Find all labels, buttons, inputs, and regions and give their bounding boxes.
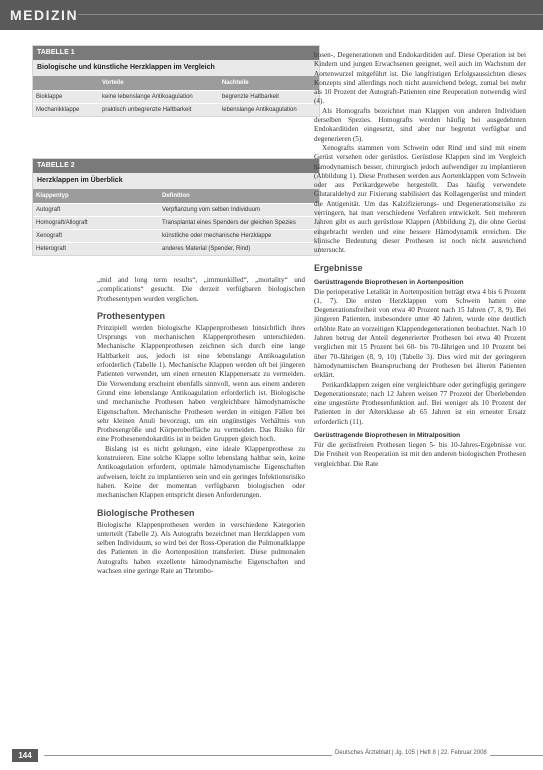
section-heading: Prothesentypen [97,310,166,321]
table-1 [33,76,319,116]
section-heading: Biologische Prothesen [97,507,195,518]
right-column [314,51,526,469]
left-column [97,276,305,576]
table-cell: Autograft [33,204,159,217]
table-header-row [33,76,319,91]
page-number: 144 [12,749,38,762]
table-cell: anderes Material (Spender, Rind) [159,243,319,256]
table-cell: lebenslange Antikoagulation [219,104,319,117]
section-heading: Ergebnisse [314,262,363,273]
table-header-cell: Nachteile [219,76,319,91]
paragraph: Perikardklappen zeigen eine vergleichbare oder geringfügig geringere Degenerationsrate; nach 12 Jahren weisen 77 Prozent der Überlebenden eine ungestörte Prothesenfunktion auf. Bei weniger als 10 Prozent der Patienten in der Altersklasse ab 65 Jahren ist ein erneuter Ersatz erforderlich (11). [314,380,526,426]
page-footer [0,744,543,768]
table-cell: Heterograft [33,243,159,256]
table-row [33,243,319,256]
header-rule [78,14,543,15]
table-cell: Bioklappe [33,91,99,104]
table-1-tag: TABELLE 1 [33,46,319,60]
table-cell: Transplantat eines Spenders der gleichen Spezies [159,217,319,230]
paragraph: Biologische Klappenprothesen werden in verschiedene Kategorien unterteilt (Tabelle 2). Als Autografts bezeichnet man Herzklappen vom selben Individuum, so wird bei der Ross-Operation die Pulmonalklappe des Patienten in die Aortenposition transferiert. Diese pulmonalen Autografts haben exzellente hämodynamische Eigenschaften und wachsen eine geringe Rate an Thrombo- [97,520,305,576]
paragraph: Bislang ist es nicht gelungen, eine ideale Klappenprothese zu konstruieren. Eine solche Klappe sollte lebenslang haltbar sein, keine Antikoagulation erfordern, optimale hämodynamische Eigenschaften aufweisen, leicht zu implantieren sein und ein geringes Infektionsrisiko haben. Keine der momentan verfügbaren biologischen oder mechanischen Klappen entspricht diesen Anforderungen. [97,444,305,500]
paragraph: Als Homografts bezeichnet man Klappen von anderen Individuen derselben Spezies. Homografts werden häufig bei ausgedehnten Endokarditiden eingesetzt, sind aber nur begrenzt verfügbar und degenerieren (5). [314,106,526,143]
section-title: MEDIZIN [10,7,79,23]
table-header-row [33,189,319,204]
table-header-cell [33,76,99,91]
paragraph: Für die gerüstfreien Prothesen liegen 5- bis 10-Jahres-Ergebnisse vor. Die Freiheit von Reoperation ist mit den anderen biologischen Prothesen vergleichbar. Die Rate [314,440,526,468]
table-1-box [32,45,320,117]
table-cell: Xenograft [33,230,159,243]
paragraph: bosen-, Degenerationen und Endokarditiden auf. Diese Operation ist bei Kindern und jungen Erwachsenen geeignet, weil auch im Wachstum der Aortenwurzel mitgeführt ist. Die langfristigen Erfolgsaussichten dieses Konzepts sind allerdings noch nicht ausreichend belegt, zumal bei mehr als 10 Prozent der Autograft-Patienten eine Reoperation notwendig wird (4). [314,51,526,106]
journal-citation: Deutsches Ärzteblatt | Jg. 105 | Heft 8 | 22. Februar 2008 [332,750,490,756]
table-2 [33,189,319,255]
table-row [33,217,319,230]
table-2-box [32,158,320,256]
table-2-tag: TABELLE 2 [33,159,319,173]
table-cell: Verpflanzung vom selben Individuum [159,204,319,217]
table-cell: begrenzte Haltbarkeit [219,91,319,104]
table-cell: praktisch unbegrenzte Haltbarkeit [99,104,219,117]
table-row [33,204,319,217]
table-row [33,104,319,117]
table-header-cell: Definition [159,189,319,204]
page-header [0,0,543,30]
table-cell: keine lebenslange Antikoagulation [99,91,219,104]
table-row [33,230,319,243]
paragraph: Die perioperative Letalität in Aortenposition beträgt etwa 4 bis 6 Prozent (1, 7). Die ersten Herzklappen vom Schwein hatten eine Degenerationsfreiheit von etwa 40 Prozent nach 15 Jahren (7, 8, 9). Bei jüngeren Patienten, insbesondere unter 40 Jahren, wurde eine deutlich erhöhte Rate an vorzeitigen Klappendegenerationen beobachtet. Nach 10 Jahren betrug der Anteil degenerierter Prothesen bei etwa 40 Prozent verglichen mit 15 Prozent bei 60- bis 70-Jährigen und 10 Prozent bei über 70-Jährigen (8, 9, 10) (Tabelle 3). Dies wird mit der geringeren hämodynamischen Beanspruchung der Prothesen bei älteren Patienten erklärt. [314,287,526,380]
table-2-title: Herzklappen im Überblick [37,177,123,184]
subsection-heading: Gerüsttragende Bioprothesen in Mitralposition [314,431,461,439]
paragraph: Prinzipiell werden biologische Klappenprothesen hinsichtlich ihres Ursprungs von mechanischen Klappenprothesen unterschieden. Mechanische Klappenprothesen zeichnen sich durch eine lange Haltbarkeit aus, jedoch ist eine lebenslange Antikoagulation erforderlich (Tabelle 1). Mechanische Klappen werden oft bei jüngeren Patienten verwendet, um einen erneuten Klappenersatz zu vermeiden. Die Verwendung erscheint ebenfalls sinnvoll, wenn aus einem anderen Grund eine lebenslange Antikoagulation erforderlich ist. Biologische und mechanische Prothesen haben vergleichbare hämodynamische Eigenschaften. Mechanische Prothesen werden in einigen Fällen bei sehr kleinen Anuli bevorzugt, um ein ungünstiges Verhältnis von Prothesengröße und Körperoberfläche zu vermeiden. Das Risiko für eine Prothesenendokarditis ist in beiden Gruppen gleich hoch. [97,323,305,444]
table-row [33,91,319,104]
paragraph: Xenografts stammen vom Schwein oder Rind und sind mit einem Gerüst versehen oder gerüstlos. Gerüstlose Klappen sind im Vergleich hämodynamisch besser, chirurgisch jedoch aufwendiger zu implantieren (Abbildung 1). Diese Prothesen werden aus Aortenklappen vom Schwein oder aus Perikardgewebe hergestellt. Das häufig verwendete Glutaraldehyd zur Fixierung stabilisiert das Kollagengerüst und mindert die Antigenität. Um das Kalzifizierungs- und Degenerationsrisiko zu verringern, hat man verschiedene Verfahren entwickelt. Seit mehreren Jahren gibt es auch gerüstlose Klappen (Abbildung 2), die ohne Gerüst eingebracht werden und eine bessere Hämodynamik erreichen. Die klinische Bedeutung dieser Prothesen ist noch nicht ausreichend untersucht. [314,143,526,255]
table-header-cell: Klappentyp [33,189,159,204]
table-header-cell: Vorteile [99,76,219,91]
table-cell: Homograft/Allograft [33,217,159,230]
table-1-title: Biologische und künstliche Herzklappen im Vergleich [37,64,215,71]
subsection-heading: Gerüsttragende Bioprothesen in Aortenposition [314,278,464,286]
paragraph: „mid and long term results“, „immunkilled“, „mortality“ und „complications“ gesucht. Die derzeit verfügbaren biologischen Prothesentypen wurden verglichen. [97,276,305,303]
table-cell: künstliche oder mechanische Herzklappe [159,230,319,243]
table-cell: Mechanikklappe [33,104,99,117]
